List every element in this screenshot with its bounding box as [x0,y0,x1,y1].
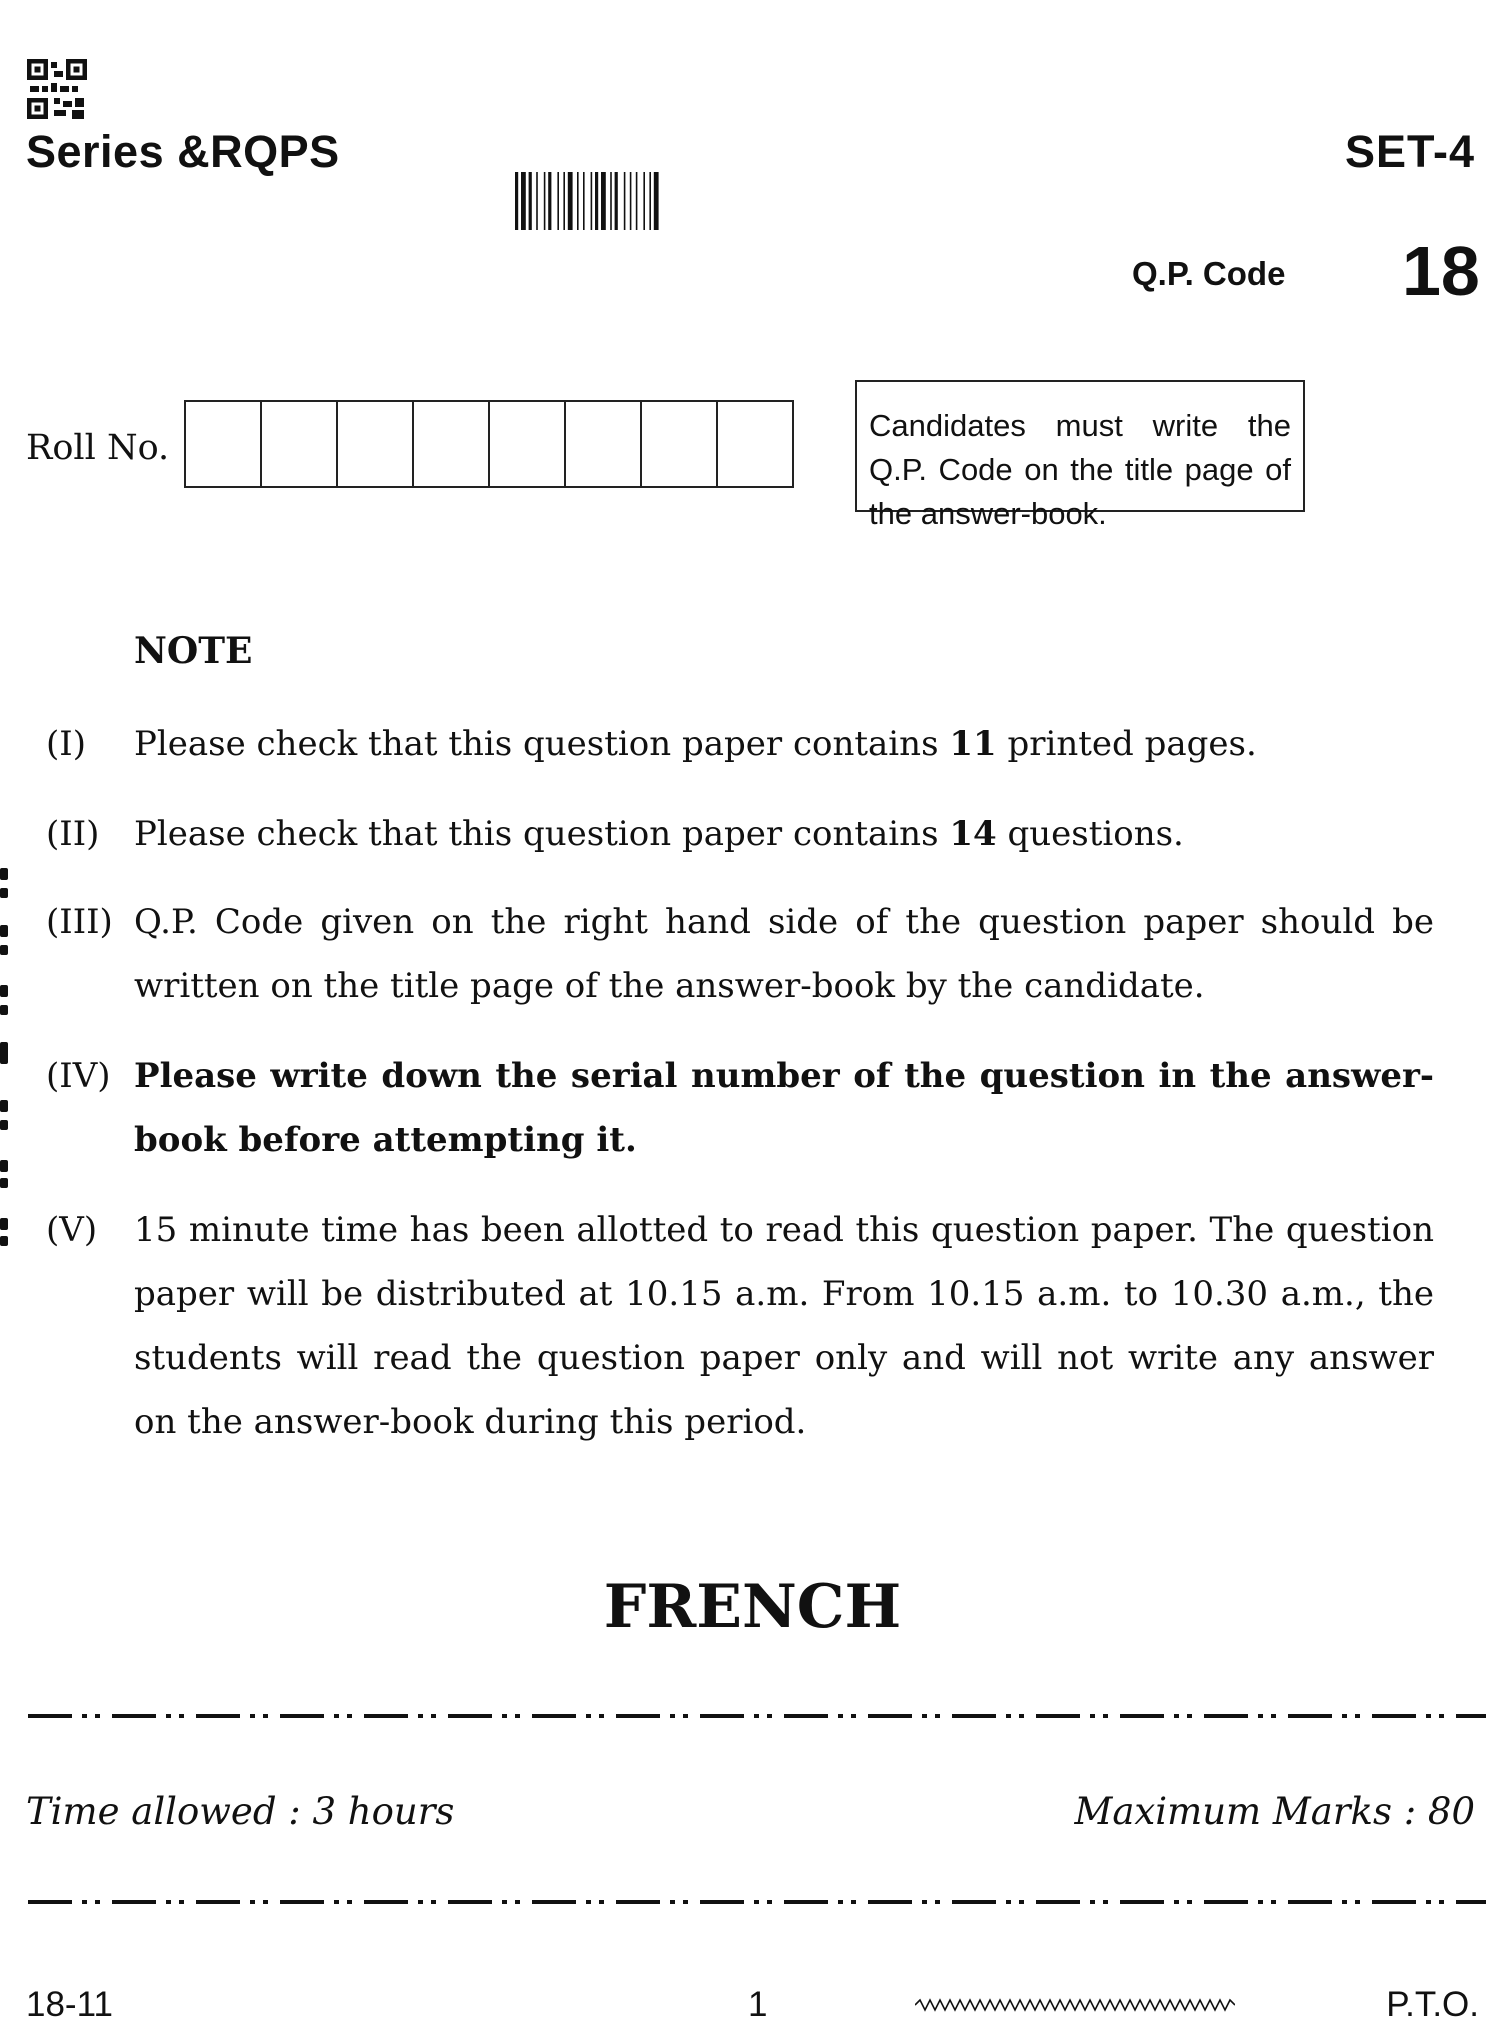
note-item-number: (V) [46,1210,98,1250]
note-item-text: Please write down the serial number of the question in the answer-book before attempting it. [134,1056,1434,1160]
set-number: SET-4 [1344,126,1475,177]
note-item-text: Please check that this question paper contains [134,814,950,854]
roll-no-digit-box[interactable] [262,402,338,486]
margin-mark [0,925,8,937]
margin-mark [0,985,8,997]
margin-mark [0,1100,8,1112]
please-turn-over: P.T.O. [1386,1985,1479,2024]
note-item-text: Q.P. Code given on the right hand side of the question paper should be written on the title page of the answer-book by the candidate. [134,902,1434,1006]
qr-code-icon [27,59,87,119]
note-item-number: (II) [46,814,100,854]
page-number: 1 [748,1985,768,2024]
note-item-text: printed pages. [996,724,1257,764]
margin-mark [0,1236,8,1246]
series-code: Series &RQPS [26,126,340,177]
barcode-icon [515,172,685,230]
margin-mark [0,1218,8,1230]
margin-mark [0,1042,8,1064]
dash-dot-divider [28,1898,1486,1906]
page-count: 11 [949,724,997,764]
roll-no-digit-box[interactable] [566,402,642,486]
question-count: 14 [949,814,997,854]
subject-title: FRENCH [603,1572,902,1642]
note-item [46,890,1434,1018]
note-item [46,1044,1434,1172]
note-item [46,1198,1434,1454]
qp-code-instruction-box: Candidates must write the Q.P. Code on the title page of the answer-book. [855,380,1305,512]
dash-dot-divider [28,1712,1486,1720]
roll-no-label: Roll No. [26,428,170,468]
note-item-text: 15 minute time has been allotted to read this question paper. The question paper will be distributed at 10.15 a.m. From 10.15 a.m. to 10.30 a.m., the students will read the question paper only and will not write any answer on the answer-book during this period. [134,1210,1434,1442]
note-item-text: Please check that this question paper contains [134,724,950,764]
qp-code-label: Q.P. Code [1132,255,1286,292]
margin-mark [0,945,8,955]
roll-no-digit-box[interactable] [414,402,490,486]
footer-paper-code: 18-11 [26,1985,113,2024]
note-item [46,712,1434,776]
margin-mark [0,868,8,880]
roll-no-digit-box[interactable] [186,402,262,486]
roll-no-boxes [184,400,794,488]
roll-no-digit-box[interactable] [642,402,718,486]
margin-mark [0,1178,8,1188]
roll-no-digit-box[interactable] [718,402,792,486]
maximum-marks: Maximum Marks : 80 [1074,1790,1475,1833]
note-title: NOTE [134,630,253,672]
note-item-number: (III) [46,902,113,942]
margin-mark [0,1160,8,1172]
note-item [46,802,1434,866]
time-allowed: Time allowed : 3 hours [26,1790,455,1833]
note-item-text: questions. [996,814,1184,854]
margin-mark [0,1005,8,1015]
note-item-number: (IV) [46,1056,111,1096]
margin-mark [0,1120,8,1130]
roll-no-digit-box[interactable] [338,402,414,486]
note-item-number: (I) [46,724,86,764]
qp-code-value: 18 [1402,232,1480,310]
margin-mark [0,888,8,898]
roll-no-digit-box[interactable] [490,402,566,486]
squiggle-line-icon [915,1997,1235,2013]
